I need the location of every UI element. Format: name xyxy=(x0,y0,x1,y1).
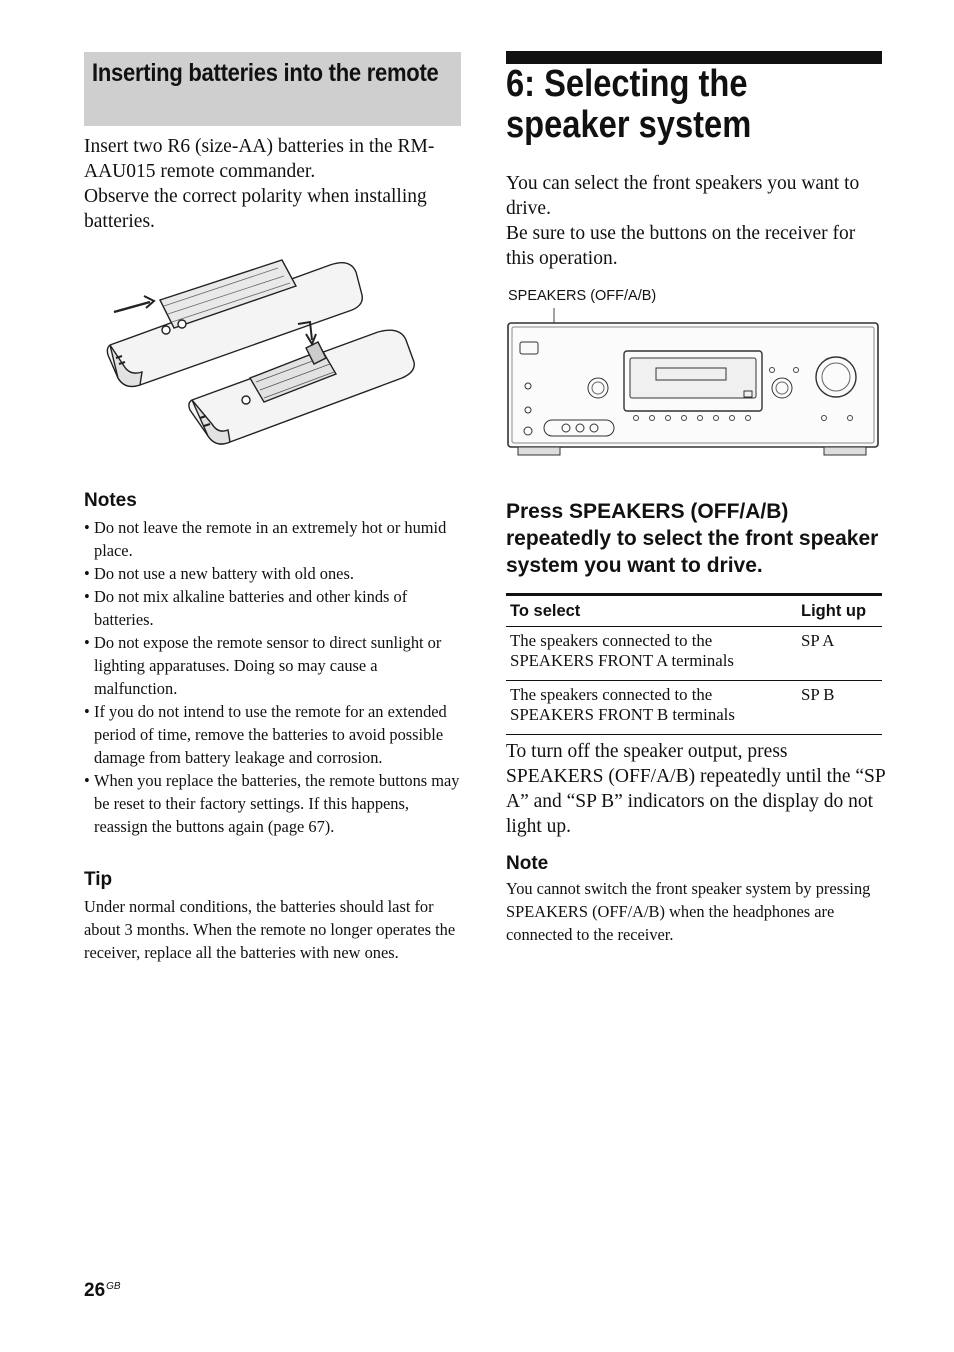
notes-list xyxy=(84,516,462,838)
notes-heading: Notes xyxy=(84,490,137,511)
note-item: • Do not expose the remote sensor to direct sunlight or lighting apparatuses. Doing so may cause a malfunction. xyxy=(84,631,462,700)
speaker-intro xyxy=(506,171,886,271)
remote-battery-illustration xyxy=(100,250,445,460)
battery-intro-line-1: Insert two R6 (size-AA) batteries in the RM-AAU015 remote commander. xyxy=(84,136,435,182)
note-item: • Do not use a new battery with old ones. xyxy=(84,562,462,585)
note-text: You cannot switch the front speaker system by pressing SPEAKERS (OFF/A/B) when the headphones are connected to the receiver. xyxy=(506,879,871,944)
tip-text: Under normal conditions, the batteries should last for about 3 months. When the remote no longer operates the receiver, replace all the batteries with new ones. xyxy=(84,897,456,962)
page-number-suffix: GB xyxy=(106,1280,121,1292)
turn-off-instructions: To turn off the speaker output, press SPEAKERS (OFF/A/B) repeatedly until the “SP A” and “SP B” indicators on the display do not light up. xyxy=(506,741,885,837)
note-heading: Note xyxy=(506,853,549,874)
speaker-intro-line-2: Be sure to use the buttons on the receiver for this operation. xyxy=(506,223,856,269)
page-number-value: 26 xyxy=(84,1280,106,1301)
battery-intro-line-2: Observe the correct polarity when installing batteries. xyxy=(84,186,427,232)
section-heading: Inserting batteries into the remote xyxy=(92,59,439,87)
note-item: • Do not leave the remote in an extremely hot or humid place. xyxy=(84,516,462,562)
table-header-to-select: To select xyxy=(506,595,797,627)
page-title: 6: Selecting the speaker system xyxy=(506,63,752,146)
speakers-callout-label: SPEAKERS (OFF/A/B) xyxy=(508,288,657,304)
step-instruction: Press SPEAKERS (OFF/A/B) repeatedly to select the front speaker system you want to drive. xyxy=(506,500,879,577)
table-header-row xyxy=(506,595,882,627)
page-number xyxy=(84,1280,121,1302)
battery-intro xyxy=(84,134,456,234)
receiver-front-panel-illustration xyxy=(506,306,880,458)
table-cell-select: The speakers connected to the SPEAKERS FRONT A terminals xyxy=(506,627,797,681)
table-header-light-up: Light up xyxy=(797,595,882,627)
section-heading-box xyxy=(84,52,461,126)
tip-heading: Tip xyxy=(84,869,113,890)
speaker-intro-line-1: You can select the front speakers you want to drive. xyxy=(506,173,860,219)
speaker-table xyxy=(506,593,882,735)
table-cell-light: SP A xyxy=(797,627,882,681)
note-item: • Do not mix alkaline batteries and other kinds of batteries. xyxy=(84,585,462,631)
table-cell-select: The speakers connected to the SPEAKERS FRONT B terminals xyxy=(506,681,797,735)
note-item: • If you do not intend to use the remote for an extended period of time, remove the batteries to avoid possible damage from battery leakage and corrosion. xyxy=(84,700,462,769)
table-row xyxy=(506,681,882,735)
table-row xyxy=(506,627,882,681)
note-item: • When you replace the batteries, the remote buttons may be reset to their factory settings. If this happens, reassign the buttons again (page 67). xyxy=(84,769,462,838)
table-cell-light: SP B xyxy=(797,681,882,735)
